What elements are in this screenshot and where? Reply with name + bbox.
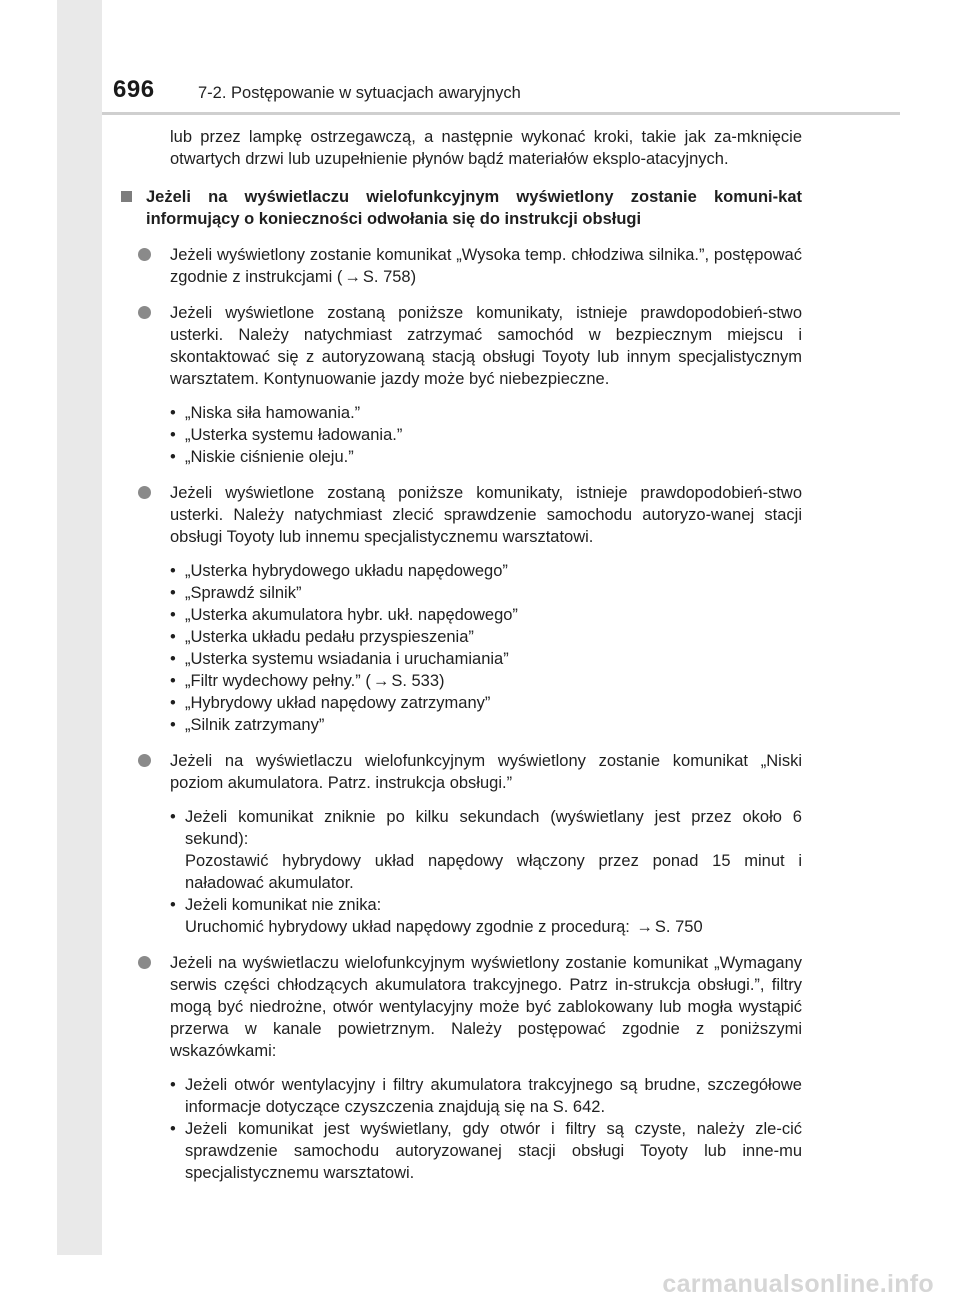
page-ref-arrow-icon: →	[636, 918, 653, 936]
message-list-inspection	[170, 560, 802, 736]
watermark: carmanualsonline.info	[662, 1270, 934, 1298]
page-ref: S. 533	[391, 672, 440, 690]
bullet-text: Jeżeli wyświetlony zostanie komunikat „Wysoka temp. chłodziwa silnika.”, postępować zgodnie z instrukcjami (	[170, 246, 802, 286]
bullet-text-end: )	[410, 268, 417, 286]
list-item: • „Usterka akumulatora hybr. ukł. napędowego”	[170, 604, 802, 626]
list-item: • Jeżeli komunikat jest wyświetlany, gdy otwór i filtry są czyste, należy zle-cić sprawdzenie samochodu autoryzowanej stacji obsługi Toyoty lub inne-mu specjalistycznemu warsztatowi.	[170, 1118, 802, 1184]
page-content	[110, 126, 802, 1184]
bullet-stop-vehicle	[170, 302, 802, 390]
bullet-text: Jeżeli na wyświetlaczu wielofunkcyjnym wyświetlony zostanie komunikat „Wymagany serwis części chłodzących akumulatora trakcyjnego. Patrz in-strukcja obsługi.”, filtry mogą być niedrożne, otwór wentylacyjny może być zablokowany lub mogła wystąpić przerwa w kanale powietrznym. Należy postępować zgodnie z poniższymi wskazówkami:	[170, 954, 802, 1060]
intro-paragraph: lub przez lampkę ostrzegawczą, a następnie wykonać kroki, takie jak za-mknięcie otwartych drzwi lub uzupełnienie płynów bądź materiałów eksplo-atacyjnych.	[170, 128, 802, 168]
chapter-title: 7-2. Postępowanie w sytuacjach awaryjnych	[198, 84, 521, 102]
list-item-exhaust-filter	[170, 670, 802, 692]
list-item-detail-line	[185, 916, 802, 938]
page-ref-arrow-icon: →	[344, 268, 361, 286]
page-number: 696	[113, 76, 155, 103]
round-bullet-icon	[138, 956, 151, 969]
page-ref-arrow-icon: →	[372, 672, 390, 690]
page-ref: S. 758	[362, 268, 411, 286]
message-list-stop	[170, 402, 802, 468]
list-item: • „Niskie ciśnienie oleju.”	[170, 446, 802, 468]
list-item: • „Usterka układu pedału przyspieszenia”	[170, 626, 802, 648]
section-heading	[146, 186, 802, 230]
page-ref: S. 750	[654, 918, 703, 936]
list-item: • „Hybrydowy układ napędowy zatrzymany”	[170, 692, 802, 714]
round-bullet-icon	[138, 248, 151, 261]
list-item-detail: Uruchomić hybrydowy układ napędowy zgodnie z procedurą:	[185, 918, 630, 936]
list-item: • „Silnik zatrzymany”	[170, 714, 802, 736]
round-bullet-icon	[138, 306, 151, 319]
bullet-low-battery	[170, 750, 802, 794]
bullet-inspection	[170, 482, 802, 548]
list-item: • „Usterka systemu wsiadania i uruchamiania”	[170, 648, 802, 670]
bullet-text: Jeżeli wyświetlone zostaną poniższe komunikaty, istnieje prawdopodobień-stwo usterki. Należy natychmiast zlecić sprawdzenie samochodu autoryzo-wanej stacji obsługi Toyoty lub innemu specjalistycznemu warsztatowi.	[170, 484, 802, 546]
section-heading-text: Jeżeli na wyświetlaczu wielofunkcyjnym wyświetlony zostanie komuni-kat informujący o konieczności odwołania się do instrukcji obsługi	[146, 188, 802, 228]
header-divider	[102, 112, 900, 115]
list-item	[170, 806, 802, 894]
battery-cooling-steps	[170, 1074, 802, 1184]
bullet-coolant-temp	[170, 244, 802, 288]
list-item	[170, 894, 802, 938]
round-bullet-icon	[138, 486, 151, 499]
list-item: • „Usterka systemu ładowania.”	[170, 424, 802, 446]
list-item-detail: Pozostawić hybrydowy układ napędowy włączony przez ponad 15 minut i naładować akumulator.	[185, 852, 802, 892]
bullet-text: Jeżeli wyświetlone zostaną poniższe komunikaty, istnieje prawdopodobień-stwo usterki. Należy natychmiast zatrzymać samochód w bezpiecznym miejscu i skontaktować się z autoryzowaną stacją obsługi Toyoty lub innym specjalistycznym warsztatem. Kontynuowanie jazdy może być niebezpieczne.	[170, 304, 802, 388]
bullet-text: Jeżeli na wyświetlaczu wielofunkcyjnym wyświetlony zostanie komunikat „Niski poziom akumulatora. Patrz. instrukcja obsługi.”	[170, 752, 802, 792]
side-tab-strip	[57, 0, 102, 1255]
list-item: • „Niska siła hamowania.”	[170, 402, 802, 424]
list-item: • „Usterka hybrydowego układu napędowego”	[170, 560, 802, 582]
list-item: • „Sprawdź silnik”	[170, 582, 802, 604]
list-item-label: Jeżeli komunikat zniknie po kilku sekundach (wyświetlany jest przez około 6 sekund):	[185, 808, 802, 848]
square-bullet-icon	[121, 191, 132, 202]
bullet-battery-cooling	[170, 952, 802, 1062]
list-item-text-end: )	[439, 672, 445, 690]
list-item-text: „Filtr wydechowy pełny.” (	[185, 672, 371, 690]
page-header	[0, 0, 960, 118]
list-item-label: Jeżeli komunikat nie znika:	[185, 896, 382, 914]
list-item: • Jeżeli otwór wentylacyjny i filtry akumulatora trakcyjnego są brudne, szczegółowe informacje dotyczące czyszczenia znajdują się na S. 642.	[170, 1074, 802, 1118]
low-battery-steps	[170, 806, 802, 938]
round-bullet-icon	[138, 754, 151, 767]
